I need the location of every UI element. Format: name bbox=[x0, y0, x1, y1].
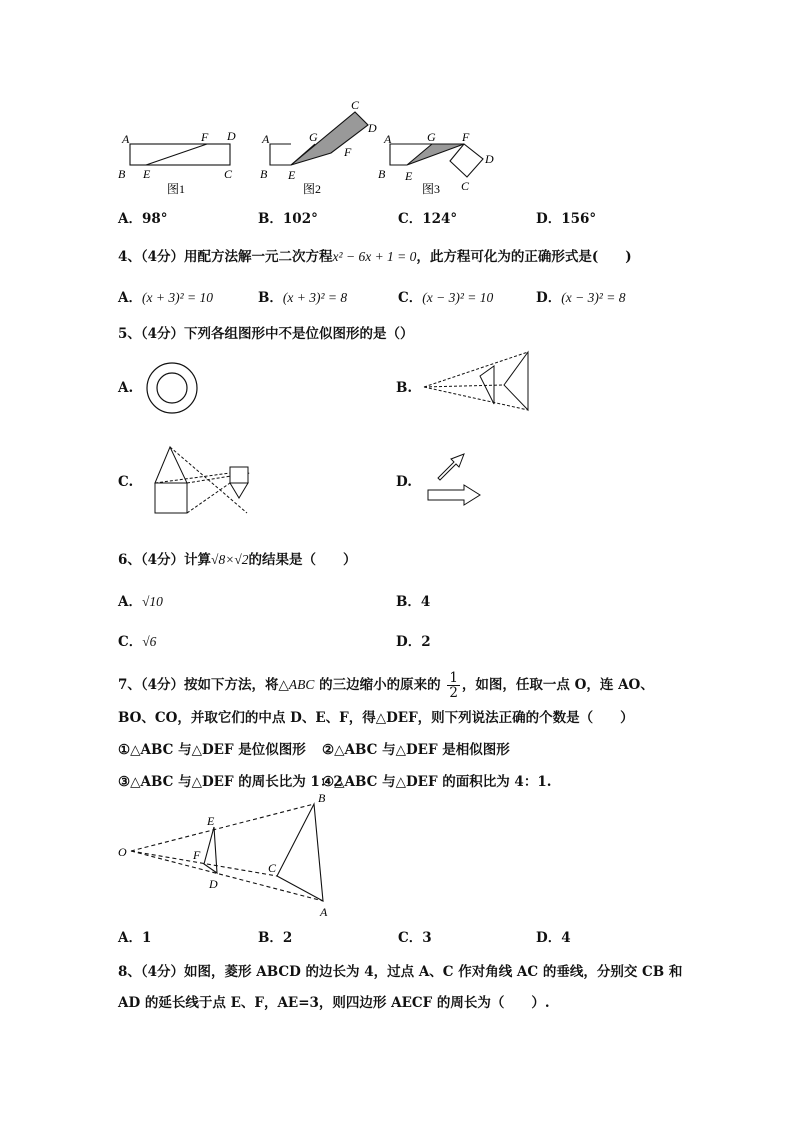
q3-option-a: A．98° bbox=[118, 211, 168, 227]
q7-option-a: A．1 bbox=[118, 930, 152, 946]
q3-fig1-label-f: F bbox=[201, 130, 209, 144]
q5-figure-c-houses bbox=[150, 443, 260, 519]
q3-fig1-label-b: B bbox=[118, 167, 126, 181]
q7-statement-1: ①△ABC 与△DEF 是位似图形 bbox=[118, 742, 306, 758]
q7-label-f: F bbox=[193, 848, 201, 862]
q7-option-b: B．2 bbox=[258, 930, 293, 946]
q4-equation: x² − 6x + 1 = 0 bbox=[332, 249, 417, 264]
q6-stem-after: 的结果是（ ） bbox=[248, 552, 357, 568]
q3-fig2-label-f: F bbox=[344, 145, 352, 159]
q7-line-1 bbox=[118, 671, 654, 700]
q3-option-d: D．156° bbox=[536, 211, 597, 227]
q7-abc: ABC bbox=[288, 677, 315, 692]
q7-figure-homothety bbox=[112, 788, 344, 920]
q3-fig2-label-d: D bbox=[368, 121, 377, 135]
q3-fig3-label-b: B bbox=[378, 167, 386, 181]
q6-option-d-letter: D． bbox=[396, 634, 422, 650]
q4-option-a bbox=[118, 286, 213, 306]
q5-option-a: A. bbox=[118, 380, 134, 396]
q6-option-c-letter: C． bbox=[118, 634, 143, 650]
q3-fig1-label-a: A bbox=[122, 132, 130, 146]
q4-option-b-expr: (x + 3)² = 8 bbox=[282, 290, 348, 305]
q3-fig3-caption: 图3 bbox=[422, 182, 441, 196]
q7-label-a: A bbox=[320, 905, 328, 919]
q5-option-d: D. bbox=[396, 474, 412, 490]
q4-option-c bbox=[398, 286, 493, 306]
q3-fig2-label-g: G bbox=[309, 130, 318, 144]
q3-fig3-label-c: C bbox=[461, 179, 470, 193]
q4-option-a-letter: A． bbox=[118, 290, 142, 306]
q4-option-b bbox=[258, 286, 347, 306]
q6-option-d-value: 2 bbox=[421, 634, 431, 650]
q3-figure-2 bbox=[270, 112, 368, 165]
q7-option-d: D．4 bbox=[536, 930, 571, 946]
q3-fig3-label-d: D bbox=[485, 152, 494, 166]
q4-option-c-letter: C． bbox=[398, 290, 423, 306]
q5-option-c: C. bbox=[118, 474, 134, 490]
q3-fig2-label-a: A bbox=[262, 132, 270, 146]
q3-fig1-label-c: C bbox=[224, 167, 233, 181]
q6-option-b bbox=[396, 590, 430, 610]
q3-fig2-label-c: C bbox=[351, 98, 360, 112]
q6-option-d bbox=[396, 630, 431, 650]
q6-option-a bbox=[118, 590, 163, 610]
q3-fig3-label-a: A bbox=[384, 132, 392, 146]
q4-option-d-expr: (x − 3)² = 8 bbox=[561, 290, 626, 305]
q3-fig2-label-e: E bbox=[288, 168, 296, 182]
q6-option-a-value: √10 bbox=[141, 594, 163, 609]
q7-statement-3: ③△ABC 与△DEF 的周长比为 1：2 bbox=[118, 774, 343, 790]
q3-figure-3 bbox=[390, 144, 483, 177]
q5-stem: 5、（4分）下列各组图形中不是位似图形的是（） bbox=[118, 326, 414, 342]
q3-figure-1 bbox=[130, 144, 230, 165]
q4-option-a-expr: (x + 3)² = 10 bbox=[141, 290, 213, 305]
q6-expr: √8×√2 bbox=[211, 552, 249, 567]
q7-label-e: E bbox=[207, 814, 215, 828]
q6-option-c bbox=[118, 630, 156, 650]
q5-figure-b-triangles bbox=[420, 348, 532, 414]
q7-label-b: B bbox=[318, 791, 326, 805]
q8-line-1: 8、（4分）如图，菱形 ABCD 的边长为 4，过点 A、C 作对角线 AC 的垂线，分别交 CB 和 bbox=[118, 964, 683, 980]
q4-option-b-letter: B． bbox=[258, 290, 283, 306]
q7-label-o: O bbox=[118, 845, 127, 859]
q4-stem bbox=[118, 245, 632, 265]
q6-option-b-value: 4 bbox=[420, 594, 431, 610]
q5-figure-a-rings bbox=[144, 360, 200, 416]
q5-option-b: B. bbox=[396, 380, 413, 396]
q7-line1-before: 7、（4分）按如下方法，将△ bbox=[118, 677, 289, 693]
q3-fig1-label-e: E bbox=[143, 167, 151, 181]
q7-fraction bbox=[447, 671, 460, 700]
q7-label-c: C bbox=[268, 861, 277, 875]
q5-figure-d-arrows bbox=[424, 450, 486, 508]
q3-fig1-label-d: D bbox=[227, 129, 236, 143]
q3-fig3-label-f: F bbox=[462, 130, 470, 144]
q4-option-d bbox=[536, 286, 625, 306]
q3-fig3-label-e: E bbox=[405, 169, 413, 183]
q7-line1-after: ，如图，任取一点 O，连 AO、 bbox=[461, 677, 654, 693]
q6-option-a-letter: A． bbox=[118, 594, 142, 610]
q6-option-b-letter: B． bbox=[396, 594, 421, 610]
q3-option-c: C．124° bbox=[398, 211, 458, 227]
q7-option-c: C．3 bbox=[398, 930, 432, 946]
q7-fraction-den: 2 bbox=[449, 685, 458, 701]
q7-fraction-num: 1 bbox=[449, 670, 458, 686]
q3-option-b: B．102° bbox=[258, 211, 318, 227]
q4-option-d-letter: D． bbox=[536, 290, 562, 306]
q3-fig2-caption: 图2 bbox=[303, 182, 322, 196]
q3-fig1-caption: 图1 bbox=[167, 182, 186, 196]
q3-fig2-label-b: B bbox=[260, 167, 268, 181]
q4-stem-after: ，此方程可化为的正确形式是( ) bbox=[416, 249, 632, 265]
q3-figures bbox=[110, 98, 520, 198]
q4-option-c-expr: (x − 3)² = 10 bbox=[422, 290, 494, 305]
q6-stem bbox=[118, 548, 356, 568]
q7-statement-2: ②△ABC 与△DEF 是相似图形 bbox=[322, 742, 510, 758]
q3-fig3-label-g: G bbox=[427, 130, 436, 144]
q7-line1-mid: 的三边缩小的原来的 bbox=[314, 677, 441, 693]
q7-statement-4: ④△ABC 与△DEF 的面积比为 4：1. bbox=[322, 774, 552, 790]
q8-line-2: AD 的延长线于点 E、F，AE=3，则四边形 AECF 的周长为（ ）. bbox=[118, 995, 550, 1011]
q6-option-c-value: √6 bbox=[142, 634, 157, 649]
q4-stem-before: 4、（4分）用配方法解一元二次方程 bbox=[118, 249, 333, 265]
q7-line-2: BO、CO，并取它们的中点 D、E、F，得△DEF，则下列说法正确的个数是（ ） bbox=[118, 710, 634, 726]
q7-label-d: D bbox=[209, 877, 218, 891]
q6-stem-before: 6、（4分）计算 bbox=[118, 552, 212, 568]
